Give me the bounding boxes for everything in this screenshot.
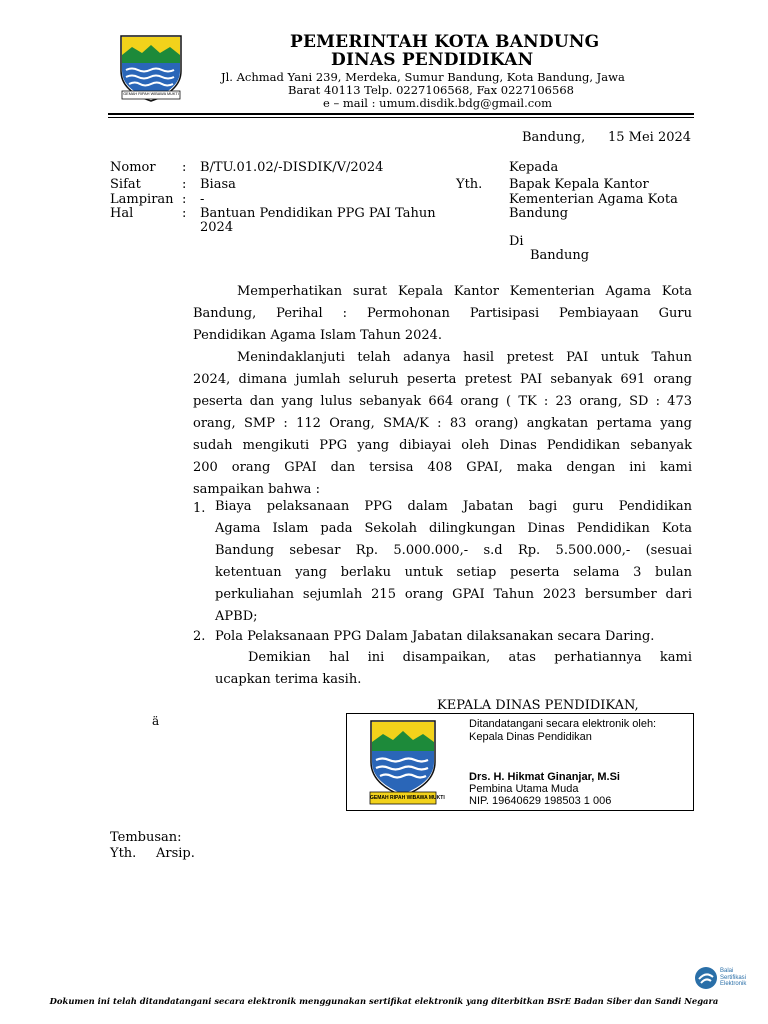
nomor-value: B/TU.01.02/-DISDIK/V/2024: [200, 160, 384, 175]
item1-line1: Biaya pelaksanaan PPG dalam Jabatan bagi guru Pendidikan: [215, 499, 692, 514]
signed-electronically-line: Ditandatangani secara elektronik oleh:: [469, 718, 657, 730]
para1-line3: Pendidikan Agama Islam Tahun 2024.: [193, 328, 443, 343]
date-value: 15 Mei 2024: [608, 130, 692, 145]
para1-line1: Memperhatikan surat Kepala Kantor Kementerian Agama Kota: [237, 284, 692, 299]
list-item-2: Pola Pelaksanaan PPG Dalam Jabatan dilaksanakan secara Daring.: [215, 629, 655, 644]
email-line: e – mail : umum.disdik.bdg@gmail.com: [323, 96, 553, 110]
signer-name: Drs. H. Hikmat Ginanjar, M.Si: [469, 771, 620, 783]
item1-line3: Bandung sebesar Rp. 5.000.000,- s.d Rp. 5.500.000,- (sesuai: [215, 543, 692, 558]
bsre-logo-icon: [694, 966, 718, 990]
recipient-line3: Bandung: [509, 206, 569, 221]
tembusan-yth: Yth.: [110, 846, 137, 861]
header-rule-thin: [108, 117, 694, 118]
hal-value-line2: 2024: [200, 220, 234, 235]
bsre-label: [720, 968, 746, 988]
date-place: Bandung,: [522, 130, 586, 145]
tembusan-item: Arsip.: [156, 846, 195, 861]
lampiran-label: Lampiran: [110, 192, 174, 207]
list-item-1: [215, 496, 692, 628]
logo-motto: GEMAH RIPAH WIBAWA MUKTI: [123, 92, 179, 96]
closing-line1: Demikian hal ini disampaikan, atas perhatiannya kami: [248, 650, 692, 665]
signature-emblem-logo: [368, 718, 445, 806]
item1-line2: Agama Islam pada Sekolah dilingkungan Dinas Pendidikan Kota: [215, 521, 692, 536]
footer-disclaimer: Dokumen ini telah ditandatangani secara elektronik menggunakan sertifikat elektronik yang diterbitkan BSrE Badan Siber dan Sandi Negara: [49, 996, 719, 1006]
para2-line3: peserta dan yang lulus sebanyak 664 orang ( TK : 23 orang, SD : 473: [193, 394, 692, 409]
bsre-line3: Elektronik: [720, 981, 747, 987]
nomor-colon: :: [182, 160, 187, 175]
org-name-title: PEMERINTAH KOTA BANDUNG: [290, 32, 600, 52]
item1-line5: perkuliahan sejumlah 215 orang GPAI Tahun 2023 bersumber dari: [215, 587, 692, 602]
para2-line1: Menindaklanjuti telah adanya hasil pretest PAI untuk Tahun: [237, 350, 692, 365]
signatory-title: KEPALA DINAS PENDIDIKAN,: [437, 698, 639, 713]
org-department-title: DINAS PENDIDIKAN: [331, 50, 534, 70]
sifat-colon: :: [182, 177, 187, 192]
recipient-yth: Yth.: [456, 177, 483, 192]
address-line-2: Barat 40113 Telp. 0227106568, Fax 0227106568: [288, 83, 574, 97]
item1-line6: APBD;: [215, 609, 258, 624]
paragraph-1: [193, 281, 692, 347]
lampiran-value: -: [200, 192, 205, 207]
signer-position-line: Kepala Dinas Pendidikan: [469, 731, 592, 743]
para2-line6: 200 orang GPAI dan tersisa 408 GPAI, maka dengan ini kami: [193, 460, 692, 475]
list-item-1-number: 1.: [193, 501, 206, 516]
hal-value-line1: Bantuan Pendidikan PPG PAI Tahun: [200, 206, 436, 221]
recipient-city: Bandung: [530, 248, 590, 263]
address-line-1: Jl. Achmad Yani 239, Merdeka, Sumur Bandung, Kota Bandung, Jawa: [221, 70, 625, 84]
recipient-line1: Bapak Kepala Kantor: [509, 177, 649, 192]
recipient-di: Di: [509, 234, 524, 249]
para2-line2: 2024, dimana jumlah seluruh peserta pretest PAI sebanyak 691 orang: [193, 372, 692, 387]
para2-line7: sampaikan bahwa :: [193, 482, 320, 497]
stray-character: ä: [152, 714, 160, 728]
item1-line4: ketentuan yang berlaku untuk setiap peserta selama 3 bulan: [215, 565, 692, 580]
hal-label: Hal: [110, 206, 134, 221]
closing-line2: ucapkan terima kasih.: [215, 672, 362, 687]
hal-colon: :: [182, 206, 187, 221]
list-item-2-number: 2.: [193, 629, 206, 644]
nomor-label: Nomor: [110, 160, 156, 175]
tembusan-label: Tembusan:: [110, 830, 182, 845]
para2-line5: sudah mengikuti PPG yang dibiayai oleh Dinas Pendidikan sebanyak: [193, 438, 692, 453]
sifat-label: Sifat: [110, 177, 141, 192]
recipient-line2: Kementerian Agama Kota: [509, 192, 678, 207]
signer-rank: Pembina Utama Muda: [469, 783, 579, 795]
recipient-kepada: Kepada: [509, 160, 559, 175]
para2-line4: orang, SMP : 112 Orang, SMA/K : 83 orang) angkatan pertama yang: [193, 416, 692, 431]
closing-paragraph: [215, 647, 692, 691]
header-rule-thick: [108, 113, 694, 115]
signature-logo-motto: GEMAH RIPAH WIBAWA MUKTI: [370, 795, 445, 801]
para1-line2: Bandung, Perihal : Permohonan Partisipasi Pembiayaan Guru: [193, 306, 692, 321]
sifat-value: Biasa: [200, 177, 236, 192]
paragraph-2: [193, 347, 692, 501]
signer-nip: NIP. 19640629 198503 1 006: [469, 795, 612, 807]
lampiran-colon: :: [182, 192, 187, 207]
bsre-line1: Balai: [720, 968, 734, 974]
bsre-line2: Sertifikasi: [720, 974, 747, 981]
